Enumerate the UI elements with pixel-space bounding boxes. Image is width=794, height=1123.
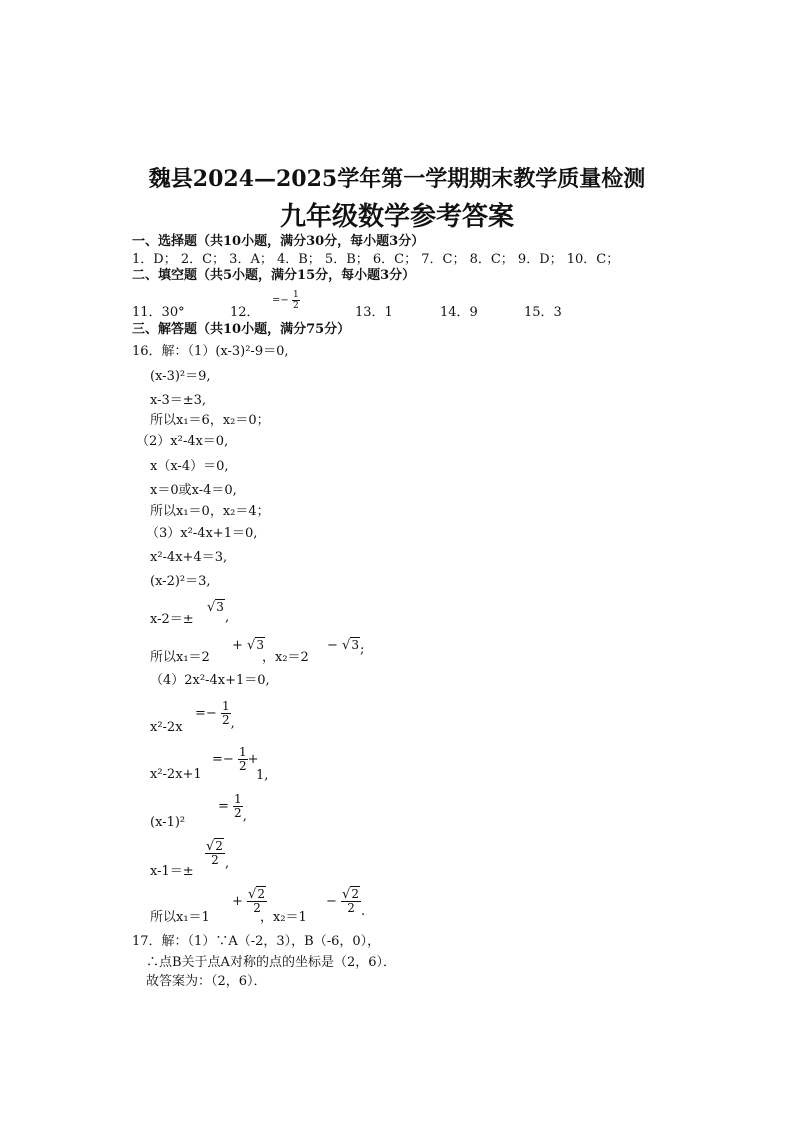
fraction-numerator: 1 (234, 792, 242, 806)
radical-icon: √ (342, 887, 351, 902)
q16-line-8: 所以x₁＝0，x₂＝4； (150, 504, 270, 519)
eq-neg-half-plus-one (212, 746, 258, 773)
q17-line-3: 故答案为：（2，6）． (146, 974, 267, 989)
minus-symbol: − (326, 894, 337, 909)
sqrt2-over-2-a (205, 839, 230, 871)
fraction-numerator (205, 840, 225, 854)
q16-line-2: (x-3)²＝9, (150, 369, 211, 384)
eq-neg-half-a (195, 699, 235, 731)
answer-12-math (272, 290, 300, 311)
comma: , (264, 768, 269, 783)
fraction-denominator: 2 (238, 759, 247, 773)
semicolon: ; (359, 642, 365, 657)
q16-line-17: (x-1)² (150, 815, 186, 830)
fraction-sqrt2-over-2 (205, 840, 225, 867)
fraction-numerator (341, 888, 361, 902)
answer-14: 14．9 (440, 305, 478, 320)
sqrt-3 (207, 600, 225, 615)
sqrt-2 (342, 888, 360, 901)
fraction-numerator: 1 (221, 699, 230, 713)
comma: , (230, 716, 235, 731)
fraction-denominator: 2 (234, 806, 242, 820)
q16-line-15: x²-2x (150, 720, 183, 735)
fraction-denominator: 2 (347, 901, 355, 915)
q16-line-16: x²-2x+1 (150, 767, 202, 782)
radicand: 2 (351, 887, 359, 901)
minus-sqrt2-over-2 (326, 887, 366, 919)
q16-line-10: x²-4x+4＝3, (150, 550, 228, 565)
q16-line-13a: 所以x₁＝2 (150, 650, 210, 665)
section3-title: 三、解答题（共10小题，满分75分） (132, 322, 351, 337)
q17-line-1: 17．解：（1）∵A（-2，3），B（-6，0）， (132, 934, 381, 949)
answer-11: 11．30° (132, 305, 185, 320)
radical-icon: √ (247, 638, 256, 653)
radical-icon: √ (248, 887, 257, 902)
q16-line-6: x（x-4）＝0, (150, 459, 229, 474)
q16-line-3: x-3＝±3, (150, 393, 207, 408)
fraction-numerator (247, 888, 267, 902)
radicand: 3 (216, 600, 224, 614)
one-value: 1 (256, 768, 265, 783)
period: . (360, 904, 366, 919)
fraction-denominator: 2 (211, 853, 219, 867)
minus-sqrt3 (327, 638, 365, 657)
answer-15: 15．3 (524, 305, 562, 320)
eq-neg-symbol: =− (212, 752, 234, 767)
q16-line-4: 所以x₁＝6，x₂＝0； (150, 413, 270, 428)
plus-sqrt3 (232, 638, 265, 653)
fraction-sqrt2-over-2 (341, 888, 361, 915)
plus-symbol: + (232, 638, 243, 653)
radicand: 2 (257, 887, 265, 901)
eq-neg-symbol: =− (272, 295, 289, 306)
eq-neg-symbol: =− (195, 706, 217, 721)
fraction-numerator: 1 (292, 290, 299, 300)
radicand: 3 (256, 638, 264, 652)
minus-symbol: − (327, 638, 338, 653)
document-subtitle: 九年级数学参考答案 (279, 202, 514, 232)
plus-symbol: + (232, 894, 243, 909)
eq-symbol: = (218, 799, 229, 814)
section1-answers: 1．D； 2．C； 3．A； 4．B； 5．B； 6．C； 7．C； 8．C； 9．D； 10．C； (132, 252, 620, 267)
fraction-numerator: 1 (238, 745, 247, 759)
sqrt-2 (248, 888, 266, 901)
plus-symbol: + (247, 752, 259, 767)
document-title: 魏县2024—2025学年第一学期期末教学质量检测 (148, 166, 646, 192)
q16-line-19a: 所以x₁＝1 (150, 910, 210, 925)
section2-title: 二、填空题（共5小题，满分15分，每小题3分） (132, 268, 416, 283)
fraction-half (221, 700, 231, 727)
q16-line-7: x＝0或x-4＝0, (150, 483, 237, 498)
q16-line-19b: ，x₂＝1 (260, 910, 307, 925)
fraction-denominator: 2 (253, 901, 261, 915)
one-comma (256, 768, 268, 784)
sqrt-3 (342, 638, 360, 653)
q16-line-12: x-2＝± (150, 612, 194, 627)
radical-icon: √ (342, 638, 351, 653)
q16-line-5: （2）x²-4x＝0, (136, 434, 229, 449)
comma: , (224, 856, 230, 871)
radical-icon: √ (207, 600, 216, 615)
answer-13: 13．1 (355, 305, 393, 320)
comma: , (224, 610, 230, 625)
eq-half (218, 792, 247, 824)
fraction-denominator: 2 (292, 301, 299, 311)
q17-line-2: ∴点B关于点A对称的点的坐标是（2，6）． (146, 955, 396, 970)
answer-12: 12． (230, 305, 260, 320)
radicand: 3 (351, 638, 359, 652)
sqrt3-a (207, 600, 230, 625)
section1-title: 一、选择题（共10小题，满分30分，每小题3分） (132, 234, 425, 249)
fraction-half (238, 746, 248, 773)
comma: , (242, 809, 247, 824)
fraction-denominator: 2 (221, 713, 230, 727)
q16-line-18: x-1＝± (150, 864, 194, 879)
fraction-half (292, 290, 300, 311)
sqrt-2 (206, 840, 224, 853)
q16-line-14: （4）2x²-4x+1＝0, (150, 673, 270, 688)
fraction-half (233, 793, 243, 820)
radicand: 2 (215, 839, 223, 853)
q16-line-11: (x-2)²＝3, (150, 574, 211, 589)
radical-icon: √ (206, 839, 215, 854)
q16-line-13b: ，x₂＝2 (262, 650, 309, 665)
q16-line-9: （3）x²-4x+1＝0, (146, 526, 258, 541)
q16-line-1: 16．解：（1）(x-3)²-9＝0, (132, 344, 289, 359)
